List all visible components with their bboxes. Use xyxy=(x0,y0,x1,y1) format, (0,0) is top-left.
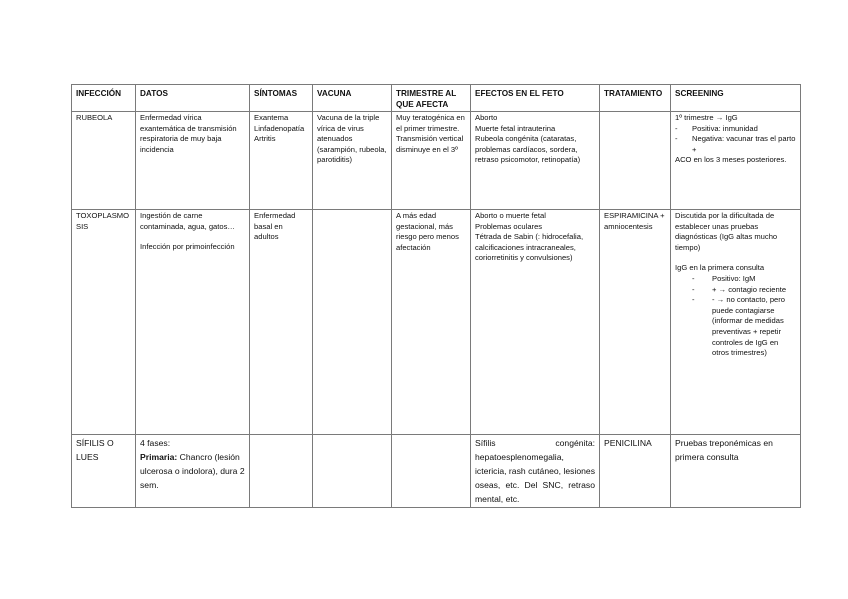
effect-item: Tétrada de Sabin (: hidrocefalia, calcificaciones intracraneales, coriorretinitis y convulsiones) xyxy=(475,232,584,263)
header-row xyxy=(72,85,801,112)
datos-text: Chancro (lesión ulcerosa o indolora), dura 2 sem. xyxy=(140,452,245,490)
cell-trimestre xyxy=(392,435,471,508)
effect-item: Problemas oculares xyxy=(475,221,543,231)
screening-item: - Positivo: IgM xyxy=(692,273,756,283)
cell-tratamiento: ESPIRAMICINA + amniocentesis xyxy=(600,210,671,435)
cell-tratamiento xyxy=(600,112,671,210)
cell-efectos xyxy=(471,112,600,210)
header-sintomas: SÍNTOMAS xyxy=(250,85,313,112)
screening-intro: Discutida por la dificultada de establecer unas pruebas diagnósticas (IgG altas mucho tiempo) xyxy=(675,211,778,252)
cell-sintomas xyxy=(250,435,313,508)
cell-sintomas: Enfermedad basal en adultos xyxy=(250,210,313,435)
screening-item: - + → contagio reciente xyxy=(692,284,787,294)
cell-infeccion: SÍFILIS O LUES xyxy=(72,435,136,508)
header-vacuna: VACUNA xyxy=(313,85,392,112)
datos-intro: 4 fases: xyxy=(140,438,171,448)
screening-intro: 1º trimestre → IgG xyxy=(675,113,738,122)
cell-infeccion: RUBEOLA xyxy=(72,112,136,210)
table-row-sifilis xyxy=(72,435,801,508)
screening-item: - Negativa: vacunar tras el parto + xyxy=(675,134,796,154)
cell-screening xyxy=(671,112,801,210)
symptom-item: Linfadenopatía xyxy=(254,123,305,133)
effect-item: Rubeola congénita (cataratas, problemas cardíacos, sordera, retraso psicomotor, retinopatía) xyxy=(475,134,581,165)
effect-item: Aborto xyxy=(475,113,498,122)
cell-efectos xyxy=(471,210,600,435)
cell-vacuna xyxy=(313,435,392,508)
screening-outro: ACO en los 3 meses posteriores. xyxy=(675,155,787,165)
datos-item: Ingestión de carne contaminada, agua, gatos… xyxy=(140,211,235,231)
cell-infeccion: TOXOPLASMOSIS xyxy=(72,210,136,435)
header-tratamiento: TRATAMIENTO xyxy=(600,85,671,112)
cell-datos xyxy=(136,210,250,435)
cell-datos: Enfermedad vírica exantemática de transmisión respiratoria de muy baja incidencia xyxy=(136,112,250,210)
symptom-item: Artritis xyxy=(254,134,276,144)
cell-trimestre: A más edad gestacional, más riesgo pero menos afectación xyxy=(392,210,471,435)
cell-screening: Pruebas treponémicas en primera consulta xyxy=(671,435,801,508)
screening-item: - Positiva: inmunidad xyxy=(675,123,758,133)
header-screening: SCREENING xyxy=(671,85,801,112)
table-row-rubeola xyxy=(72,112,801,210)
infections-table xyxy=(71,84,801,508)
cell-efectos: Sífilis congénita: hepatoesplenomegalia, ictericia, rash cutáneo, lesiones oseas, etc. Del SNC, retraso mental, etc. xyxy=(471,435,600,508)
cell-screening xyxy=(671,210,801,435)
screening-sub: IgG en la primera consulta xyxy=(675,263,765,273)
effect-item: Muerte fetal intrauterina xyxy=(475,123,556,133)
datos-item: Infección por primoinfección xyxy=(140,242,235,252)
cell-datos xyxy=(136,435,250,508)
header-efectos: EFECTOS EN EL FETO xyxy=(471,85,600,112)
screening-item: - - → no contacto, pero puede contagiarse (informar de medidas preventivas + repetir controles de IgG en otros trimestres) xyxy=(692,295,786,358)
header-trimestre: TRIMESTRE AL QUE AFECTA xyxy=(392,85,471,112)
cell-tratamiento: PENICILINA xyxy=(600,435,671,508)
cell-vacuna xyxy=(313,210,392,435)
cell-trimestre: Muy teratogénica en el primer trimestre. Transmisión vertical disminuye en el 3º xyxy=(392,112,471,210)
table-row-toxoplasmosis xyxy=(72,210,801,435)
cell-vacuna: Vacuna de la triple vírica de virus atenuados (sarampión, rubeola, parotiditis) xyxy=(313,112,392,210)
header-datos: DATOS xyxy=(136,85,250,112)
symptom-item: Exantema xyxy=(254,113,289,122)
effect-item: Aborto o muerte fetal xyxy=(475,211,546,220)
datos-label: Primaria: xyxy=(140,452,178,462)
header-infeccion: INFECCIÓN xyxy=(72,85,136,112)
cell-sintomas xyxy=(250,112,313,210)
